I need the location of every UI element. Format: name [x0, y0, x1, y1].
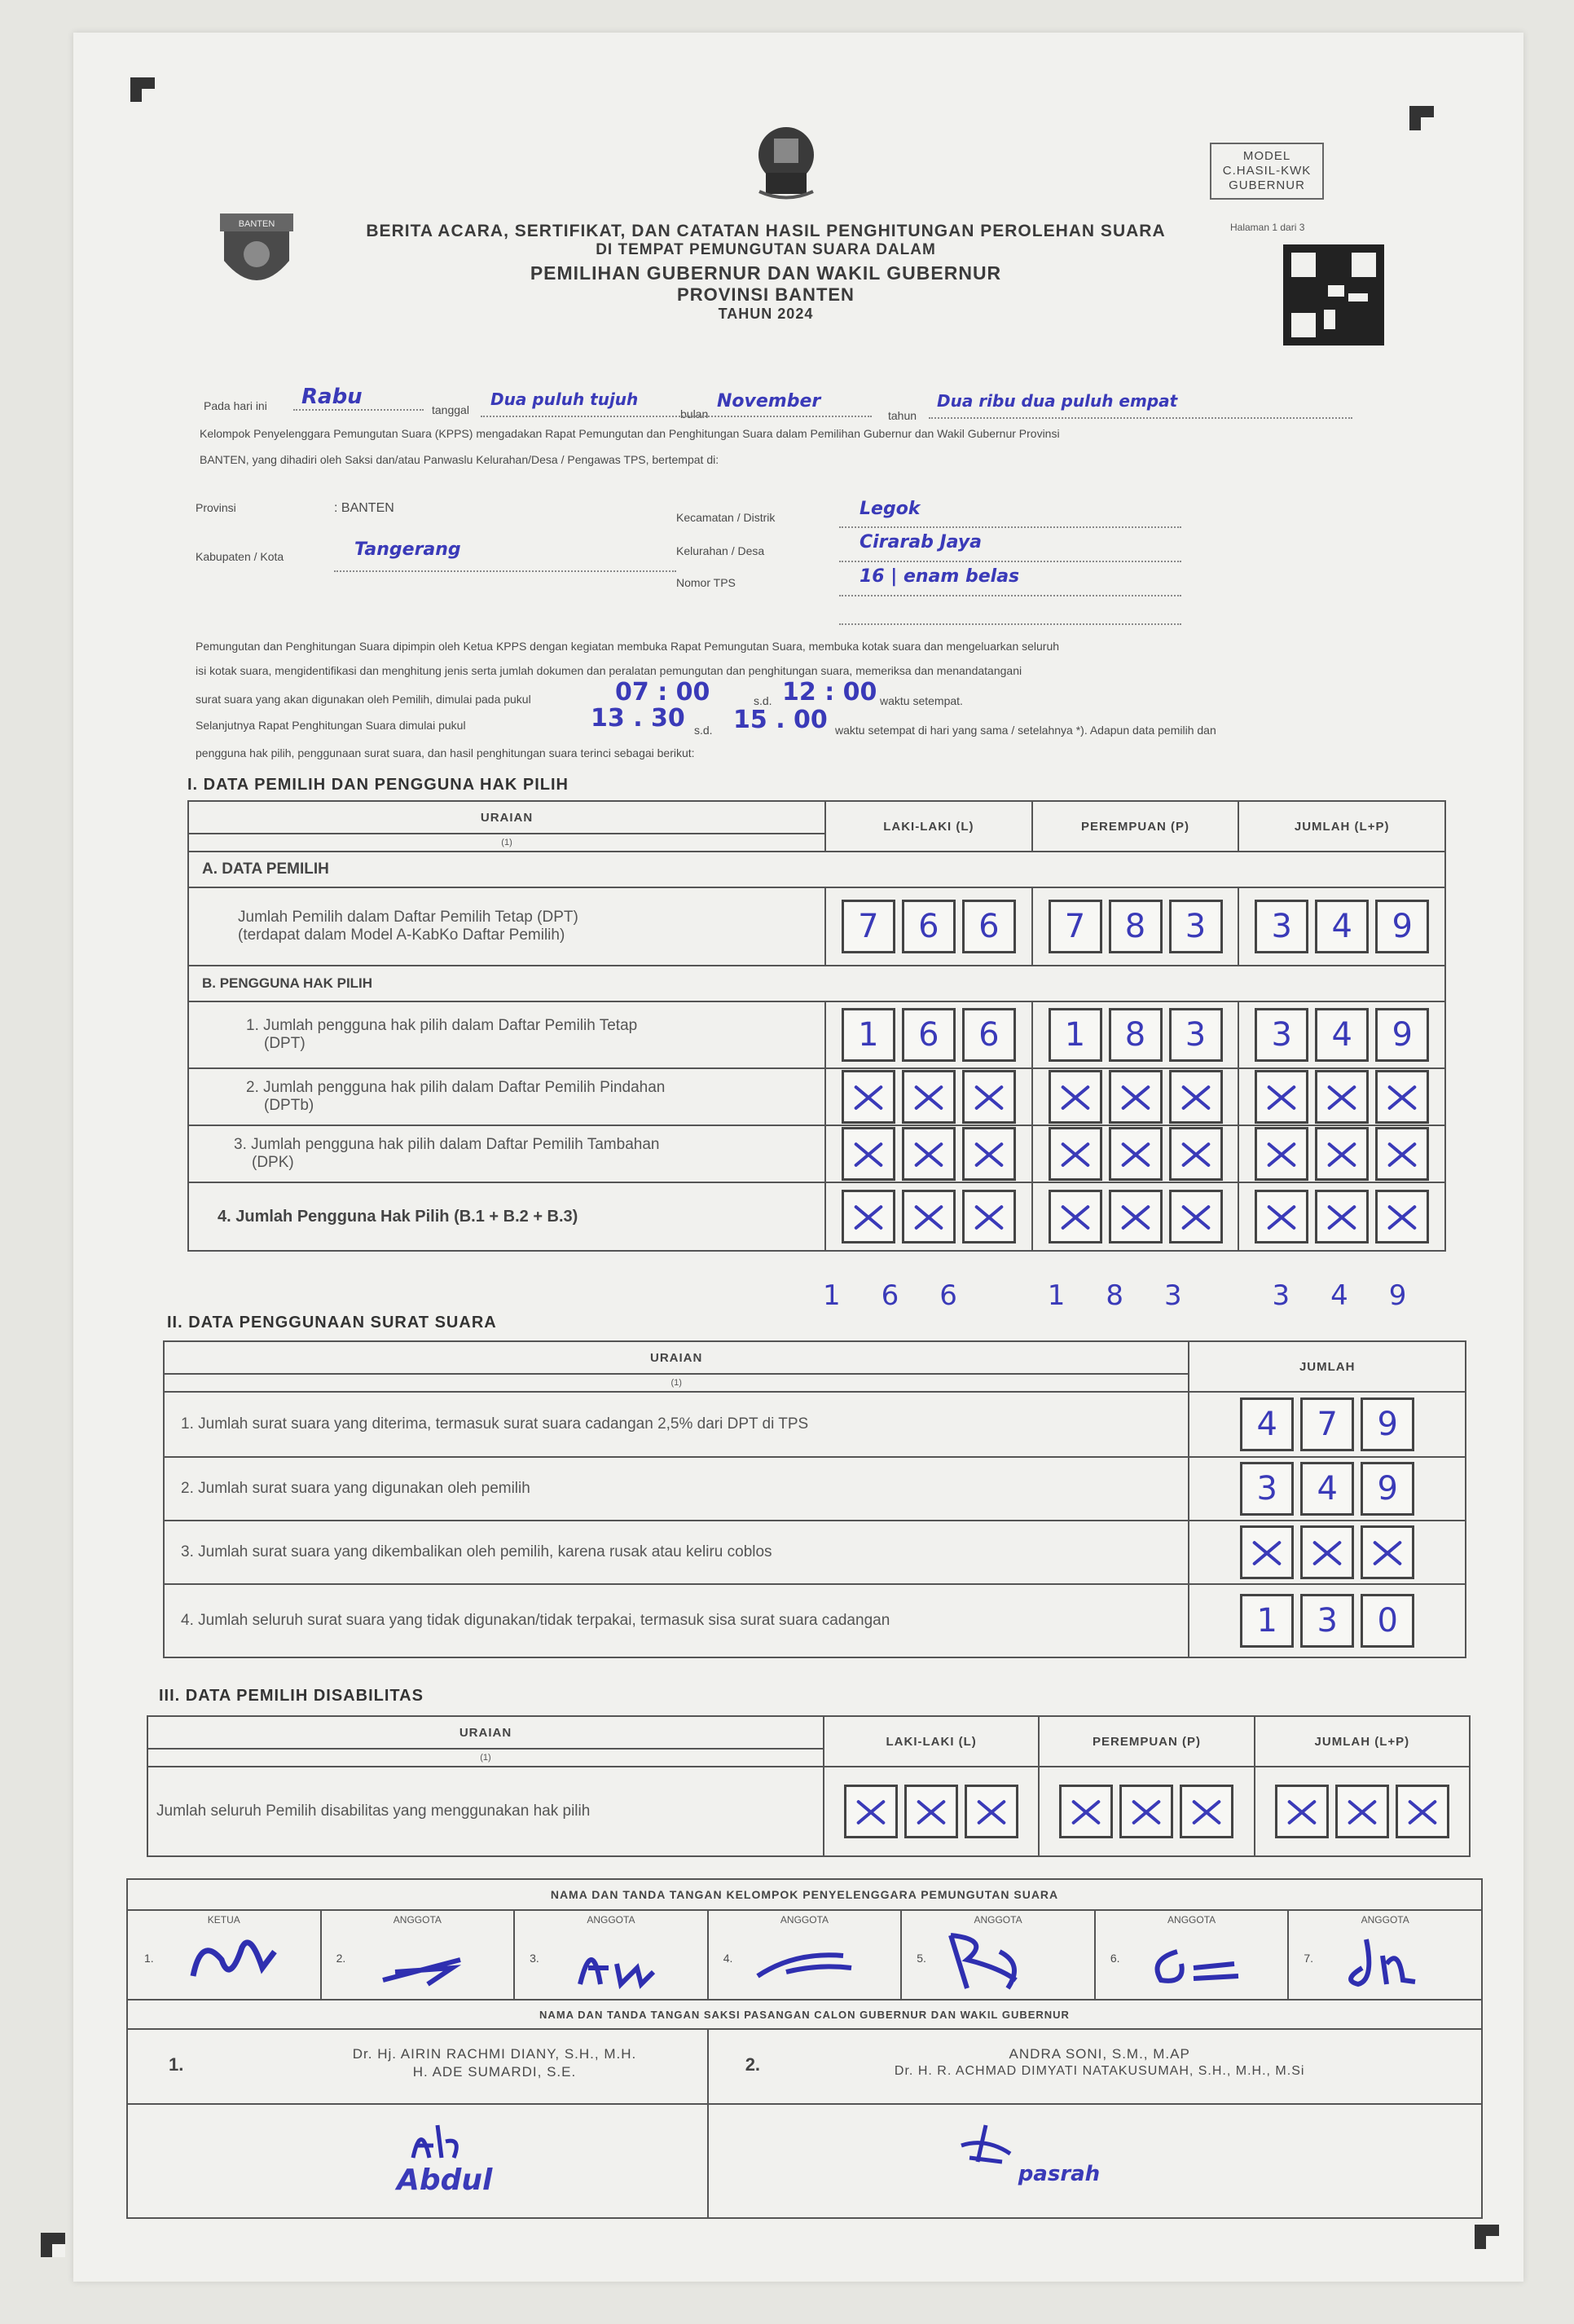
- signature-1: [185, 1927, 283, 1992]
- count-end: 15 . 00: [733, 706, 828, 734]
- crossed-box: [1315, 1127, 1369, 1181]
- digit-box: 4: [1315, 1008, 1369, 1062]
- crossed-box: [902, 1070, 956, 1124]
- col-num-1-2: (1): [164, 1374, 1189, 1392]
- ballot-row-2-boxes: [1189, 1457, 1466, 1521]
- value-provinsi: : BANTEN: [334, 501, 394, 515]
- form-sheet: [73, 33, 1523, 2282]
- signature-3: [572, 1931, 670, 1992]
- value-tps: 16 | enam belas: [860, 566, 1020, 587]
- signer-number: 3.: [530, 1952, 539, 1965]
- kpps-anggota-cell: [1095, 1910, 1289, 2000]
- col-perempuan: PEREMPUAN (P): [1032, 801, 1239, 852]
- digit-box: 0: [1361, 1594, 1414, 1648]
- crossed-box: [1049, 1127, 1102, 1181]
- col-laki: LAKI-LAKI (L): [825, 801, 1032, 852]
- label-tps: Nomor TPS: [676, 576, 736, 589]
- registration-mark-bottom-right: [1475, 2225, 1499, 2249]
- ballot-row-4-label: 4. Jumlah seluruh surat suara yang tidak digunakan/tidak terpakai, termasuk sisa surat suara cadangan: [164, 1584, 1189, 1657]
- crossed-box: [902, 1190, 956, 1243]
- digit-box: 7: [1049, 900, 1102, 953]
- b1-line-1: 1. Jumlah pengguna hak pilih dalam Daftar Pemilih Tetap: [246, 1017, 638, 1034]
- dotline-tps: [839, 595, 1181, 596]
- handwritten-digit: 8: [1106, 1279, 1165, 1312]
- digit-box: 1: [842, 1008, 895, 1062]
- crossed-box: [965, 1785, 1018, 1838]
- col-jumlah: JUMLAH (L+P): [1238, 801, 1445, 852]
- digit-box: 7: [842, 900, 895, 953]
- dotline-year: [929, 417, 1352, 419]
- col-jumlah-3: JUMLAH (L+P): [1255, 1716, 1470, 1767]
- value-kecamatan: Legok: [860, 499, 921, 519]
- value-date: Dua puluh tujuh: [490, 390, 639, 409]
- digit-box: 6: [902, 1008, 956, 1062]
- a1-line-2: (terdapat dalam Model A-KabKo Daftar Pemilih): [238, 927, 565, 944]
- paslon-1-number: 1.: [169, 2054, 184, 2075]
- disability-jumlah-boxes: [1255, 1767, 1470, 1856]
- crossed-box: [1255, 1190, 1308, 1243]
- role-label: ANGGOTA: [1167, 1914, 1216, 1926]
- crossed-box: [1255, 1070, 1308, 1124]
- digit-box: 4: [1240, 1397, 1294, 1451]
- b4-handwritten-totals: [823, 1279, 1447, 1312]
- b1-jumlah-boxes: [1238, 1001, 1445, 1068]
- title-line-4: PROVINSI BANTEN: [677, 284, 855, 305]
- digit-box: 1: [1049, 1008, 1102, 1062]
- ballot-row-1-boxes: [1189, 1392, 1466, 1457]
- crossed-box: [962, 1190, 1016, 1243]
- saksi-1-signature-cell: [127, 2104, 708, 2218]
- document-title: [318, 222, 1214, 323]
- digit-box: 3: [1255, 1008, 1308, 1062]
- col-laki-3: LAKI-LAKI (L): [824, 1716, 1039, 1767]
- crossed-box: [1109, 1070, 1163, 1124]
- saksi-signature-title: NAMA DAN TANDA TANGAN SAKSI PASANGAN CALON GUBERNUR DAN WAKIL GUBERNUR: [127, 2000, 1482, 2029]
- label-kabupaten: Kabupaten / Kota: [196, 550, 284, 563]
- handwritten-digit: 9: [1388, 1279, 1448, 1312]
- digit-box: 9: [1375, 900, 1429, 953]
- value-kelurahan: Cirarab Jaya: [860, 532, 983, 552]
- digit-box: 3: [1169, 900, 1223, 953]
- b4-laki-boxes: [825, 1182, 1032, 1251]
- signer-number: 4.: [723, 1952, 733, 1965]
- digit-box: 7: [1300, 1397, 1354, 1451]
- b2-perempuan-boxes: [1032, 1068, 1239, 1125]
- signature-6: [1145, 1939, 1251, 1988]
- disability-row-label: Jumlah seluruh Pemilih disabilitas yang menggunakan hak pilih: [147, 1767, 824, 1856]
- section-b-title: B. PENGGUNA HAK PILIH: [188, 966, 1445, 1001]
- paslon-1-name-2: H. ADE SUMARDI, S.E.: [412, 2064, 577, 2080]
- crossed-box: [1300, 1525, 1354, 1579]
- col-num-1-3: (1): [147, 1749, 824, 1767]
- digit-box: 3: [1255, 900, 1308, 953]
- paslon-1-cell: [127, 2029, 708, 2104]
- crossed-box: [1109, 1190, 1163, 1243]
- crossed-box: [1396, 1785, 1449, 1838]
- handwritten-digit: 3: [1272, 1279, 1331, 1312]
- crossed-box: [1361, 1525, 1414, 1579]
- handwritten-digit: 4: [1330, 1279, 1389, 1312]
- digit-box: 3: [1240, 1462, 1294, 1516]
- section-1-title: I. DATA PEMILIH DAN PENGGUNA HAK PILIH: [187, 776, 569, 794]
- row-b3-label: [188, 1125, 825, 1182]
- b1-line-2: (DPT): [264, 1035, 306, 1052]
- digit-box: 9: [1361, 1462, 1414, 1516]
- label-sd-1: s.d.: [754, 694, 772, 707]
- model-line-2: C.HASIL-KWK: [1222, 164, 1312, 178]
- banten-logo: [212, 204, 301, 302]
- section-2-title: II. DATA PENGGUNAAN SURAT SUARA: [167, 1314, 497, 1331]
- section-a-title: A. DATA PEMILIH: [188, 852, 1445, 887]
- crossed-box: [1180, 1785, 1233, 1838]
- crossed-box: [1255, 1127, 1308, 1181]
- value-day: Rabu: [301, 385, 363, 409]
- kpps-anggota-cell: [514, 1910, 708, 2000]
- handwritten-digit: 6: [881, 1279, 940, 1312]
- col-uraian: URAIAN: [188, 801, 825, 834]
- saksi-1-scribble: [405, 2117, 470, 2166]
- col-jumlah-2: JUMLAH: [1189, 1341, 1466, 1392]
- ballot-row-3-boxes: [1189, 1521, 1466, 1584]
- b4-label: 4. Jumlah Pengguna Hak Pilih (B.1 + B.2 + B.3): [188, 1182, 825, 1251]
- model-box: [1210, 143, 1324, 200]
- b1-perempuan-boxes: [1032, 1001, 1239, 1068]
- crossed-box: [1375, 1127, 1429, 1181]
- time-end: 12 : 00: [782, 678, 877, 706]
- disability-laki-boxes: [824, 1767, 1039, 1856]
- dotline-date: [481, 416, 872, 417]
- signature-table: [126, 1878, 1483, 2219]
- handwritten-digit: 6: [939, 1279, 998, 1312]
- b2-line-1: 2. Jumlah pengguna hak pilih dalam Daftar Pemilih Pindahan: [246, 1079, 666, 1096]
- ballot-row-1-label: 1. Jumlah surat suara yang diterima, termasuk surat suara cadangan 2,5% dari DPT di TPS: [164, 1392, 1189, 1457]
- signer-number: 7.: [1304, 1952, 1314, 1965]
- crossed-box: [962, 1070, 1016, 1124]
- dotline-day: [293, 409, 424, 411]
- row-b2-label: [188, 1068, 825, 1125]
- value-month: November: [717, 391, 821, 412]
- registration-mark-top-left: [130, 77, 155, 102]
- crossed-box: [1315, 1070, 1369, 1124]
- disability-perempuan-boxes: [1039, 1767, 1254, 1856]
- value-kabupaten: Tangerang: [354, 539, 461, 560]
- handwritten-digit: 1: [1047, 1279, 1106, 1312]
- label-year: tahun: [888, 409, 917, 422]
- digit-box: 4: [1300, 1462, 1354, 1516]
- label-provinsi: Provinsi: [196, 501, 236, 514]
- model-line-1: MODEL: [1242, 149, 1291, 163]
- disability-table: [147, 1715, 1471, 1857]
- b2-jumlah-boxes: [1238, 1068, 1445, 1125]
- crossed-box: [1109, 1127, 1163, 1181]
- kpps-anggota-cell: [901, 1910, 1095, 2000]
- digit-box: 8: [1109, 900, 1163, 953]
- crossed-box: [842, 1127, 895, 1181]
- label-month: bulan: [680, 407, 709, 420]
- dotline-kecamatan: [839, 526, 1181, 528]
- crossed-box: [1375, 1070, 1429, 1124]
- role-label: ANGGOTA: [780, 1914, 829, 1926]
- a1-line-1: Jumlah Pemilih dalam Daftar Pemilih Tetap (DPT): [238, 909, 578, 926]
- digit-box: 4: [1315, 900, 1369, 953]
- procedure-line-5: pengguna hak pilih, penggunaan surat suara, dan hasil penghitungan suara terinci sebagai berikut:: [196, 746, 695, 759]
- title-line-2: DI TEMPAT PEMUNGUTAN SUARA DALAM: [596, 241, 936, 258]
- label-kecamatan: Kecamatan / Distrik: [676, 511, 776, 524]
- label-day: Pada hari ini: [204, 399, 267, 412]
- label-kelurahan: Kelurahan / Desa: [676, 544, 765, 557]
- b3-jumlah-boxes: [1238, 1125, 1445, 1182]
- signature-5: [943, 1927, 1049, 1996]
- crossed-box: [1059, 1785, 1113, 1838]
- role-label: ANGGOTA: [587, 1914, 635, 1926]
- crossed-box: [962, 1127, 1016, 1181]
- procedure-line-2: isi kotak suara, mengidentifikasi dan menghitung jenis serta jumlah dokumen dan peralatan pemungutan dan penghitungan suara, memeriksa dan menandatangani: [196, 664, 1022, 677]
- qr-code: [1283, 244, 1384, 346]
- kpps-signature-title: NAMA DAN TANDA TANGAN KELOMPOK PENYELENGGARA PEMUNGUTAN SUARA: [127, 1879, 1482, 1910]
- b4-perempuan-boxes: [1032, 1182, 1239, 1251]
- digit-box: 6: [902, 900, 956, 953]
- row-b1-label: [188, 1001, 825, 1068]
- model-line-3: GUBERNUR: [1229, 178, 1305, 192]
- saksi-2-signature-cell: [708, 2104, 1482, 2218]
- procedure-line-1: Pemungutan dan Penghitungan Suara dipimpin oleh Ketua KPPS dengan kegiatan membuka Rapat Pemungutan Suara, membuka kotak suara dan mengeluarkan seluruh: [196, 640, 1060, 653]
- crossed-box: [1169, 1190, 1223, 1243]
- signer-number: 2.: [336, 1952, 346, 1965]
- time-start: 07 : 00: [615, 678, 710, 706]
- handwritten-digit: 3: [1164, 1279, 1223, 1312]
- crossed-box: [1315, 1190, 1369, 1243]
- kpps-ketua-cell: [127, 1910, 321, 2000]
- crossed-box: [842, 1070, 895, 1124]
- kpu-logo: [750, 122, 823, 204]
- crossed-box: [1375, 1190, 1429, 1243]
- crossed-box: [842, 1190, 895, 1243]
- ballot-row-4-boxes: [1189, 1584, 1466, 1657]
- digit-box: 3: [1300, 1594, 1354, 1648]
- crossed-box: [1275, 1785, 1329, 1838]
- crossed-box: [1240, 1525, 1294, 1579]
- digit-box: 1: [1240, 1594, 1294, 1648]
- role-label: KETUA: [207, 1914, 240, 1926]
- title-line-1: BERITA ACARA, SERTIFIKAT, DAN CATATAN HASIL PENGHITUNGAN PEROLEHAN SUARA: [366, 222, 1166, 240]
- digit-box: 6: [962, 900, 1016, 953]
- kpps-anggota-cell: [321, 1910, 515, 2000]
- handwritten-digit: 1: [823, 1279, 882, 1312]
- ballot-row-2-label: 2. Jumlah surat suara yang digunakan oleh pemilih: [164, 1457, 1189, 1521]
- voter-data-table: [187, 800, 1446, 1252]
- dotline-kelurahan: [839, 561, 1181, 562]
- signature-4: [754, 1939, 860, 1988]
- dotline-extra: [839, 623, 1181, 625]
- kpps-anggota-cell: [1288, 1910, 1482, 2000]
- title-line-3: PEMILIHAN GUBERNUR DAN WAKIL GUBERNUR: [530, 262, 1002, 284]
- col-perempuan-3: PEREMPUAN (P): [1039, 1716, 1254, 1767]
- col-uraian-2: URAIAN: [164, 1341, 1189, 1374]
- signer-number: 6.: [1110, 1952, 1120, 1965]
- signature-7: [1338, 1931, 1444, 1992]
- role-label: ANGGOTA: [1361, 1914, 1409, 1926]
- digit-box: 9: [1361, 1397, 1414, 1451]
- col-uraian-3: URAIAN: [147, 1716, 824, 1749]
- col-num-1: (1): [188, 834, 825, 852]
- role-label: ANGGOTA: [974, 1914, 1022, 1926]
- a1-laki-boxes: [825, 887, 1032, 966]
- crossed-box: [844, 1785, 898, 1838]
- registration-mark-top-right: [1409, 106, 1434, 130]
- kpps-anggota-cell: [708, 1910, 902, 2000]
- b3-line-1: 3. Jumlah pengguna hak pilih dalam Daftar Pemilih Tambahan: [234, 1136, 660, 1153]
- opening-paragraph-line-1: Kelompok Penyelenggara Pemungutan Suara (KPPS) mengadakan Rapat Pemungutan dan Penghitungan Suara dalam Pemilihan Gubernur dan Wakil Gubernur Provinsi: [200, 427, 1060, 440]
- b3-perempuan-boxes: [1032, 1125, 1239, 1182]
- crossed-box: [1335, 1785, 1389, 1838]
- a1-jumlah-boxes: [1238, 887, 1445, 966]
- registration-mark-bottom-left: [41, 2233, 65, 2257]
- label-sd-2: s.d.: [694, 724, 713, 737]
- svg-text:BANTEN: BANTEN: [238, 219, 275, 229]
- crossed-box: [1169, 1127, 1223, 1181]
- procedure-line-3-suffix: waktu setempat.: [880, 694, 963, 707]
- ballot-row-3-label: 3. Jumlah surat suara yang dikembalikan oleh pemilih, karena rusak atau keliru coblos: [164, 1521, 1189, 1584]
- crossed-box: [902, 1127, 956, 1181]
- procedure-line-4-suffix: waktu setempat di hari yang sama / setelahnya *). Adapun data pemilih dan: [835, 724, 1216, 737]
- signer-number: 1.: [144, 1952, 154, 1965]
- crossed-box: [1049, 1070, 1102, 1124]
- b3-laki-boxes: [825, 1125, 1032, 1182]
- digit-box: 8: [1109, 1008, 1163, 1062]
- crossed-box: [904, 1785, 958, 1838]
- role-label: ANGGOTA: [393, 1914, 442, 1926]
- row-a1-label: [188, 887, 825, 966]
- procedure-line-3: surat suara yang akan digunakan oleh Pemilih, dimulai pada pukul: [196, 693, 531, 706]
- a1-perempuan-boxes: [1032, 887, 1239, 966]
- paslon-2-name-1: ANDRA SONI, S.M., M.AP: [1009, 2046, 1190, 2062]
- paslon-2-name-2: Dr. H. R. ACHMAD DIMYATI NATAKUSUMAH, S.H., M.H., M.Si: [894, 2064, 1305, 2078]
- opening-paragraph-line-2: BANTEN, yang dihadiri oleh Saksi dan/atau Panwaslu Kelurahan/Desa / Pengawas TPS, bertempat di:: [200, 453, 719, 466]
- count-start: 13 . 30: [591, 704, 685, 733]
- page-indicator: Halaman 1 dari 3: [1230, 222, 1305, 233]
- saksi-2-signature: pasrah: [1018, 2162, 1101, 2186]
- ballot-usage-table: [163, 1340, 1466, 1658]
- crossed-box: [1049, 1190, 1102, 1243]
- section-3-title: III. DATA PEMILIH DISABILITAS: [159, 1687, 424, 1705]
- paslon-2-cell: [708, 2029, 1482, 2104]
- saksi-2-scribble: [953, 2121, 1018, 2170]
- b1-laki-boxes: [825, 1001, 1032, 1068]
- title-line-5: TAHUN 2024: [718, 306, 814, 322]
- paslon-1-name-1: Dr. Hj. AIRIN RACHMI DIANY, S.H., M.H.: [352, 2046, 637, 2062]
- procedure-line-4: Selanjutnya Rapat Penghitungan Suara dimulai pukul: [196, 719, 466, 732]
- digit-box: 6: [962, 1008, 1016, 1062]
- saksi-1-signature: Abdul: [397, 2163, 493, 2197]
- b4-jumlah-boxes: [1238, 1182, 1445, 1251]
- digit-box: 9: [1375, 1008, 1429, 1062]
- signature-2: [379, 1943, 477, 1992]
- digit-box: 3: [1169, 1008, 1223, 1062]
- signer-number: 5.: [917, 1952, 926, 1965]
- crossed-box: [1119, 1785, 1173, 1838]
- paslon-2-number: 2.: [745, 2054, 761, 2075]
- value-year: Dua ribu dua puluh empat: [937, 391, 1178, 411]
- dotline-kabupaten: [334, 570, 676, 572]
- b3-line-2: (DPK): [252, 1154, 294, 1171]
- label-date: tanggal: [432, 403, 469, 416]
- crossed-box: [1169, 1070, 1223, 1124]
- b2-laki-boxes: [825, 1068, 1032, 1125]
- b2-line-2: (DPTb): [264, 1097, 314, 1114]
